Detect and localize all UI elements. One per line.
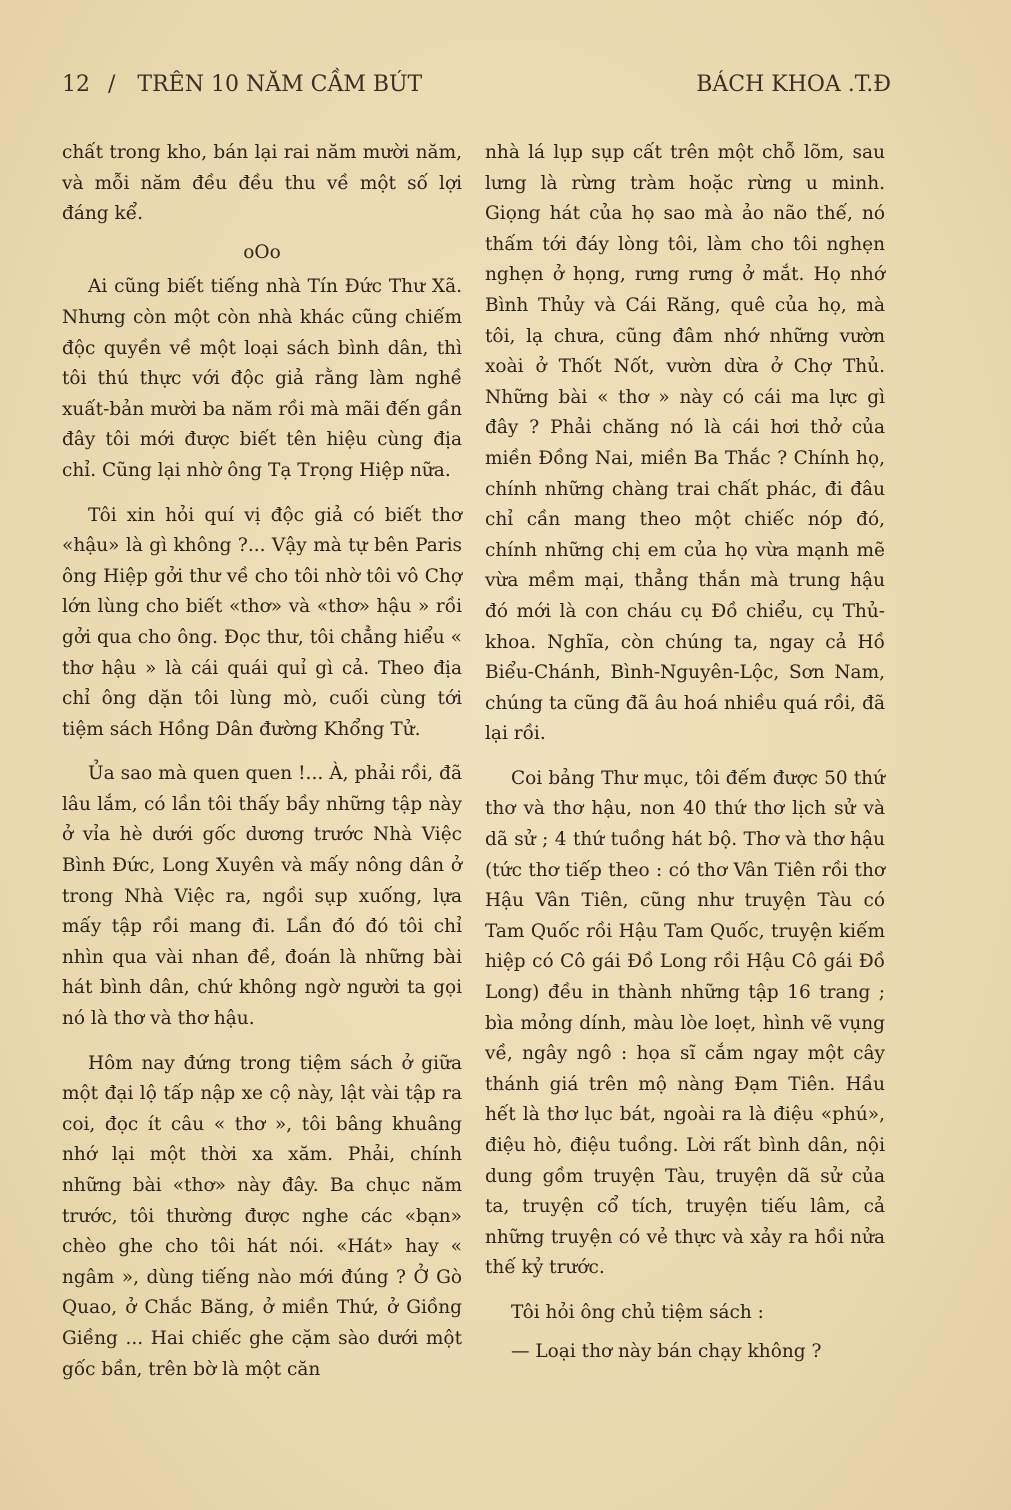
publication-title: BÁCH KHOA .T.Đ (696, 72, 891, 97)
header-separator: / (108, 72, 116, 97)
paragraph: Coi bảng Thư mục, tôi đếm được 50 thứ thơ và thơ hậu, non 40 thứ thơ lịch sử và dã sử ; 4 thứ tuồng hát bộ. Thơ và thơ hậu (tức thơ tiếp theo : có thơ Vân Tiên rồi thơ Hậu Vân Tiên, cũng như truyện Tàu có Tam Quốc rồi Hậu Tam Quốc, truyện kiếm hiệp có Cô gái Đồ Long rồi Hậu Cô gái Đồ Long) đều in thành những tập 16 trang ; bìa mỏng dính, màu lòe loẹt, hình vẽ vụng về, ngây ngô : họa sĩ cắm ngay một cây thánh giá trên mộ nàng Đạm Tiên. Hầu hết là thơ lục bát, ngoài ra là điệu «phú», điệu hò, điệu tuồng. Lời rất bình dân, nội dung gồm truyện Tàu, truyện dã sử của ta, truyện cổ tích, truyện tiếu lâm, cả những truyện có vẻ thực và xảy ra hồi nửa thế kỷ trước. (485, 767, 885, 1279)
paragraph: Hôm nay đứng trong tiệm sách ở giữa một đại lộ tấp nập xe cộ này, lật vài tập ra coi, đọc ít câu « thơ », tôi bâng khuâng nhớ lại một thời xa xăm. Phải, chính những bài «thơ» này đây. Ba chục năm trước, tôi thường được nghe các «bạn» chèo ghe cho tôi hát nói. «Hát» hay « ngâm », dùng tiếng nào mới đúng ? Ở Gò Quao, ở Chắc Băng, ở miền Thứ, ở Giồng Giềng ... Hai chiếc ghe cặm sào dưới một gốc bần, trên bờ là một căn (62, 1052, 462, 1380)
paragraph: Ủa sao mà quen quen !... À, phải rồi, đã lâu lắm, có lần tôi thấy bầy những tập này ở vỉa hè dưới gốc dương trước Nhà Việc Bình Đức, Long Xuyên và mấy nông dân ở trong Nhà Việc ra, ngồi sụp xuống, lựa mấy tập rồi mang đi. Lần đó đó tôi chỉ nhìn qua vài nhan đề, đoán là những bài hát bình dân, chứ không ngờ người ta gọi nó là thơ và thơ hậu. (62, 763, 462, 1030)
header-left (62, 72, 422, 97)
section-divider: oOo (243, 241, 281, 263)
paragraph: Ai cũng biết tiếng nhà Tín Đức Thư Xã. Nhưng còn một còn nhà khác cũng chiếm độc quyền về một loại sách bình dân, thì tôi thú thực với độc giả rằng làm nghề xuất-bản mười ba năm rồi mà mãi đến gần đây tôi mới được biết tên hiệu cùng địa chỉ. Cũng lại nhờ ông Tạ Trọng Hiệp nữa. (62, 276, 462, 481)
page-header (62, 72, 891, 104)
paragraph: Tôi xin hỏi quí vị độc giả có biết thơ «hậu» là gì không ?... Vậy mà tự bên Paris ông Hiệp gởi thư về cho tôi nhờ tôi vô Chợ lớn lùng cho biết «thơ» và «thơ» hậu » rồi gởi qua cho ông. Đọc thư, tôi chẳng hiểu « thơ hậu » là cái quái quỉ gì cả. Theo địa chỉ ông dặn tôi lùng mò, cuối cùng tới tiệm sách Hồng Dân đường Khổng Tử. (62, 504, 462, 740)
section-title: TRÊN 10 NĂM CẦM BÚT (137, 72, 423, 97)
paragraph: nhà lá lụp sụp cất trên một chỗ lõm, sau lưng là rừng tràm hoặc rừng u minh. Giọng hát của họ sao mà ảo não thế, nó thấm tới đáy lòng tôi, làm cho tôi nghẹn nghẹn ở họng, rưng rưng ở mắt. Họ nhớ Bình Thủy và Cái Răng, quê của họ, mà tôi, lạ chưa, cũng đâm nhớ những vườn xoài ở Thốt Nốt, vườn dừa ở Chợ Thủ. Những bài « thơ » này có cái ma lực gì đây ? Phải chăng nó là cái hơi thở của miền Đồng Nai, miền Ba Thắc ? Chính họ, chính những chàng trai chất phác, đi đâu chỉ cần mang theo một chiếc nóp đó, chính những chị em của họ vừa mạnh mẽ vừa mềm mại, thẳng thắn mà trung hậu đó mới là con cháu cụ Đồ chiểu, cụ Thủ-khoa. Nghĩa, còn chúng ta, ngay cả Hồ Biểu-Chánh, Bình-Nguyên-Lộc, Sơn Nam, chúng ta cũng đã âu hoá nhiều quá rồi, đã lại rồi. (485, 142, 885, 745)
paragraph: chất trong kho, bán lại rai năm mười năm, và mỗi năm đều đều thu về một số lợi đáng kể. (62, 142, 462, 225)
right-column (485, 138, 885, 1367)
page-number: 12 (62, 72, 90, 97)
dialogue-line: — Loại thơ này bán chạy không ? (511, 1340, 822, 1362)
left-column (62, 138, 462, 1385)
paragraph: Tôi hỏi ông chủ tiệm sách : (511, 1301, 764, 1323)
